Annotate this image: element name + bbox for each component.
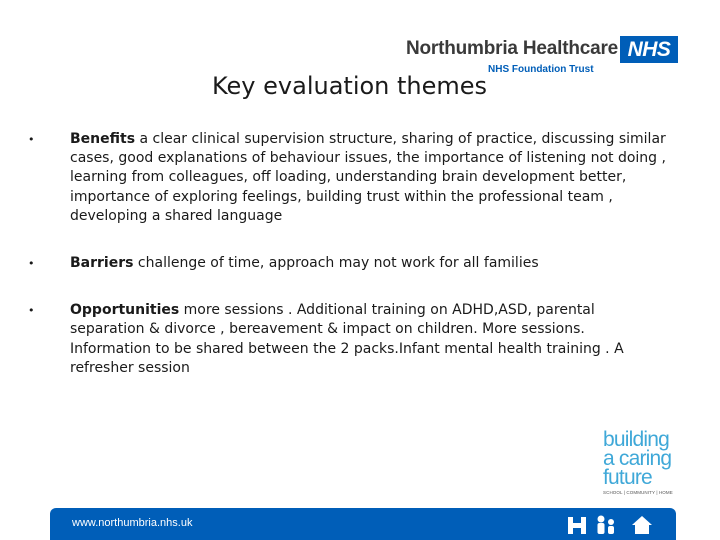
slide-title: Key evaluation themes <box>212 72 488 100</box>
footer-url[interactable]: www.northumbria.nhs.uk <box>72 517 193 529</box>
bullet-dot-icon: • <box>28 133 35 146</box>
bullet-list <box>28 130 668 378</box>
bullet-heading: Opportunities <box>70 302 180 319</box>
hospital-icon <box>568 517 586 534</box>
bullet-text: more sessions . Additional training on ADHD,ASD, parental separation & divorce , bereavement & impact on children. More sessions. Information to be shared between the 2 packs.Infant mental health training . A refresher session <box>70 302 624 376</box>
footer-icons <box>566 512 666 536</box>
people-icon <box>598 516 615 535</box>
org-name: Northumbria Healthcare <box>406 38 619 59</box>
bullet-opportunities <box>28 301 668 378</box>
bullet-dot-icon: • <box>28 257 35 271</box>
bullet-barriers <box>28 254 668 273</box>
bullet-text: challenge of time, approach may not work for all families <box>137 255 539 272</box>
footer-bar <box>50 508 676 540</box>
bullet-benefits <box>28 130 668 226</box>
logo-tagline: SCHOOL | COMMUNITY | HOME <box>603 490 673 495</box>
bullet-heading: Barriers <box>70 255 134 272</box>
bullet-text: a clear clinical supervision structure, sharing of practice, discussing similar cases, good explanations of behaviour issues, the importance of listening not doing , learning from colleagues, off loading, understanding brain development better, importance of exploring feelings, building trust within the professional team , developing a shared language <box>70 131 666 224</box>
logo-line-3: future <box>603 466 652 489</box>
bullet-heading: Benefits <box>70 131 136 147</box>
nhs-badge: NHS <box>620 36 678 63</box>
logo-line-1: building <box>603 428 669 451</box>
building-a-caring-future-logo <box>603 430 683 495</box>
house-icon <box>632 516 652 534</box>
bullet-dot-icon: • <box>28 304 35 318</box>
org-subtitle: NHS Foundation Trust <box>488 64 594 75</box>
logo-line-2: a caring <box>603 447 672 470</box>
